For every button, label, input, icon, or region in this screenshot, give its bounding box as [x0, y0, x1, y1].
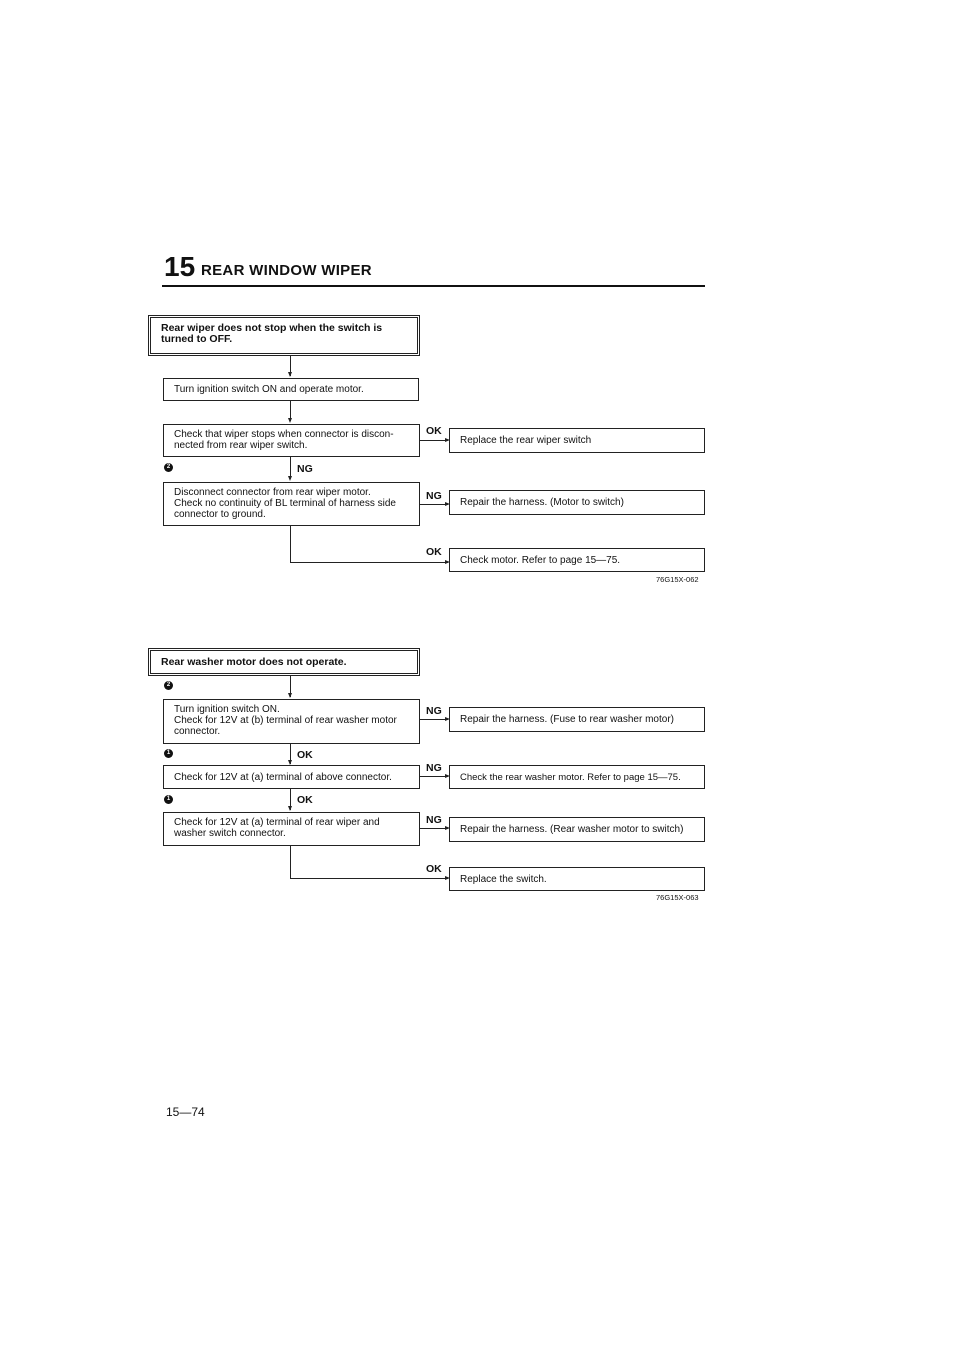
step-text: Check for 12V at (a) terminal of above connector. — [174, 771, 392, 783]
ok-label: OK — [297, 794, 313, 806]
flowchart2-step1-ng-result — [449, 707, 705, 732]
arrow-down-icon — [288, 693, 292, 698]
connector-line — [420, 828, 448, 829]
connector-line — [290, 562, 448, 563]
section-title: REAR WINDOW WIPER — [201, 262, 372, 279]
ng-label: NG — [426, 814, 442, 826]
result-text: Check the rear washer motor. Refer to page 15—75. — [460, 771, 681, 783]
title-text: Rear washer motor does not operate. — [161, 655, 347, 668]
flowchart2-step3-ok-result — [449, 867, 705, 891]
section-number: 15 — [164, 251, 196, 282]
arrow-down-icon — [288, 806, 292, 811]
connector-line — [420, 504, 448, 505]
flowchart1-step3-box: Disconnect connector from rear wiper motor. Check no continuity of BL terminal of harness side connector to ground. — [163, 482, 420, 526]
flowchart2-step2-ng-result — [449, 765, 705, 789]
result-text: Repair the harness. (Rear washer motor to switch) — [460, 824, 684, 835]
ng-label: NG — [297, 463, 313, 475]
ng-label: NG — [426, 705, 442, 717]
result-text: Replace the rear wiper switch — [460, 435, 592, 446]
connector-line — [420, 776, 448, 777]
flowchart2-title-box — [148, 648, 420, 676]
connector-line — [420, 719, 448, 720]
flowchart2-step3-ng-result — [449, 817, 705, 842]
arrow-down-icon — [288, 476, 292, 481]
flowchart1-step2-box: Check that wiper stops when connector is discon- nected from rear wiper switch. — [163, 424, 420, 457]
connector-line — [290, 846, 291, 879]
arrow-down-icon — [288, 372, 292, 377]
result-text: Repair the harness. (Motor to switch) — [460, 497, 624, 508]
ok-label: OK — [426, 546, 442, 558]
flowchart2-step3-box: Check for 12V at (a) terminal of rear wiper and washer switch connector. — [163, 812, 420, 846]
arrow-down-icon — [288, 418, 292, 423]
figure-code: 76G15X-063 — [656, 893, 699, 902]
step-marker-icon: 2 — [164, 681, 173, 690]
connector-line — [290, 526, 291, 563]
connector-line — [290, 878, 448, 879]
flowchart1-title-box: Rear wiper does not stop when the switch is turned to OFF. — [148, 315, 420, 356]
result-text: Replace the switch. — [460, 873, 547, 885]
figure-code: 76G15X-062 — [656, 575, 699, 584]
connector-line — [420, 440, 448, 441]
flowchart2-step2-box — [163, 765, 420, 789]
flowchart2-step1-box: Turn ignition switch ON. Check for 12V at (b) terminal of rear washer motor connector. — [163, 699, 420, 744]
ok-label: OK — [426, 425, 442, 437]
ng-label: NG — [426, 490, 442, 502]
flowchart1-step3-ok-result — [449, 548, 705, 572]
step-marker-icon: 2 — [164, 463, 173, 472]
flowchart1-step2-ok-result — [449, 428, 705, 453]
page-number: 15—74 — [166, 1105, 205, 1119]
step-marker-icon: 1 — [164, 795, 173, 804]
step-text: Turn ignition switch ON and operate motor. — [174, 384, 364, 395]
result-text: Repair the harness. (Fuse to rear washer motor) — [460, 714, 674, 725]
flowchart1-step3-ng-result — [449, 490, 705, 515]
ok-label: OK — [297, 749, 313, 761]
ng-label: NG — [426, 762, 442, 774]
ok-label: OK — [426, 863, 442, 875]
result-text: Check motor. Refer to page 15—75. — [460, 554, 621, 566]
step-marker-icon: 1 — [164, 749, 173, 758]
flowchart1-step1-box — [163, 378, 419, 401]
header-rule — [162, 285, 705, 287]
